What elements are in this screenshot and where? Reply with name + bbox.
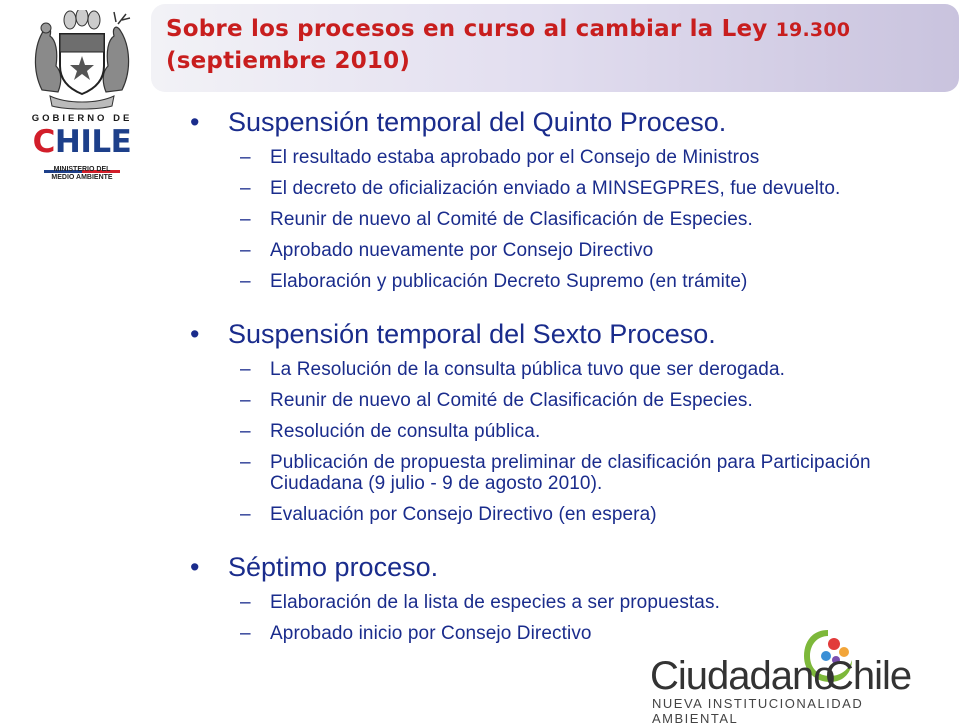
bullet-heading xyxy=(186,107,926,138)
bullet-symbol: • xyxy=(190,319,200,349)
ciudadano-tagline: NUEVA INSTITUCIONALIDAD AMBIENTAL xyxy=(652,696,864,726)
gobierno-de-chile-logo xyxy=(22,10,142,180)
flag-stripe xyxy=(44,160,120,163)
list-item xyxy=(186,240,926,261)
list-item-text: Aprobado inicio por Consejo Directivo xyxy=(270,623,592,644)
bullet-text: Séptimo proceso. xyxy=(228,552,439,582)
chile-wordmark-rest: HILE xyxy=(54,124,132,160)
dash-symbol: – xyxy=(240,271,251,292)
slide-title-date: (septiembre 2010) xyxy=(166,48,411,74)
list-item-text: Resolución de consulta pública. xyxy=(270,421,541,442)
dash-symbol: – xyxy=(240,452,251,473)
dash-symbol: – xyxy=(240,147,251,168)
list-item xyxy=(186,390,926,411)
list-item-text: La Resolución de la consulta pública tuvo que ser derogada. xyxy=(270,359,786,380)
ministry-line-2: MEDIO AMBIENTE xyxy=(51,174,113,181)
bullet-symbol: • xyxy=(190,552,200,582)
dash-symbol: – xyxy=(240,592,251,613)
gobierno-de-label: GOBIERNO DE xyxy=(31,113,133,124)
section-spacer xyxy=(186,302,926,319)
ciudadano-chile-logo xyxy=(650,624,950,726)
list-item xyxy=(186,271,926,292)
bullet-text: Suspensión temporal del Sexto Proceso. xyxy=(228,319,716,349)
coat-of-arms-icon xyxy=(22,10,142,110)
list-item-text: Elaboración de la lista de especies a ser propuestas. xyxy=(270,592,720,613)
section-spacer xyxy=(186,535,926,552)
dash-symbol: – xyxy=(240,209,251,230)
list-item xyxy=(186,147,926,168)
bullet-heading xyxy=(186,552,926,583)
chile-wordmark xyxy=(22,124,142,160)
list-item-text: Aprobado nuevamente por Consejo Directivo xyxy=(270,240,654,261)
list-item-text: Publicación de propuesta preliminar de clasificación para Participación Ciudadana (9 julio - 9 de agosto 2010). xyxy=(270,452,871,494)
dash-symbol: – xyxy=(240,504,251,525)
list-item xyxy=(186,209,926,230)
list-item-text: Reunir de nuevo al Comité de Clasificación de Especies. xyxy=(270,209,753,230)
list-item-text: Elaboración y publicación Decreto Supremo (en trámite) xyxy=(270,271,748,292)
list-item-text: Reunir de nuevo al Comité de Clasificación de Especies. xyxy=(270,390,753,411)
list-item xyxy=(186,592,926,613)
slide-content xyxy=(186,107,926,654)
list-item xyxy=(186,421,926,442)
dash-symbol: – xyxy=(240,359,251,380)
list-item-text: El decreto de oficialización enviado a MINSEGPRES, fue devuelto. xyxy=(270,178,841,199)
slide-title xyxy=(166,14,956,77)
section-quinto-proceso xyxy=(186,107,926,292)
ciudadano-word: Ciudadano xyxy=(650,654,835,698)
ministry-line-1: MINISTERIO DEL xyxy=(53,166,111,173)
dash-symbol: – xyxy=(240,421,251,442)
dash-symbol: – xyxy=(240,178,251,199)
list-item xyxy=(186,452,926,494)
bullet-symbol: • xyxy=(190,107,200,137)
list-item-text: Evaluación por Consejo Directivo (en espera) xyxy=(270,504,657,525)
chile-wordmark-c: C xyxy=(32,124,55,160)
bullet-heading xyxy=(186,319,926,350)
section-sexto-proceso xyxy=(186,319,926,525)
list-item xyxy=(186,359,926,380)
dash-symbol: – xyxy=(240,623,251,644)
list-item xyxy=(186,178,926,199)
ministry-label xyxy=(22,166,142,182)
list-item xyxy=(186,504,926,525)
dash-symbol: – xyxy=(240,390,251,411)
slide-title-main: Sobre los procesos en curso al cambiar la Ley xyxy=(166,16,776,42)
slide-title-law-number: 19.300 xyxy=(775,19,851,41)
bullet-text: Suspensión temporal del Quinto Proceso. xyxy=(228,107,727,137)
list-item-text: El resultado estaba aprobado por el Consejo de Ministros xyxy=(270,147,760,168)
chile-word: Chile xyxy=(825,654,912,698)
dash-symbol: – xyxy=(240,240,251,261)
